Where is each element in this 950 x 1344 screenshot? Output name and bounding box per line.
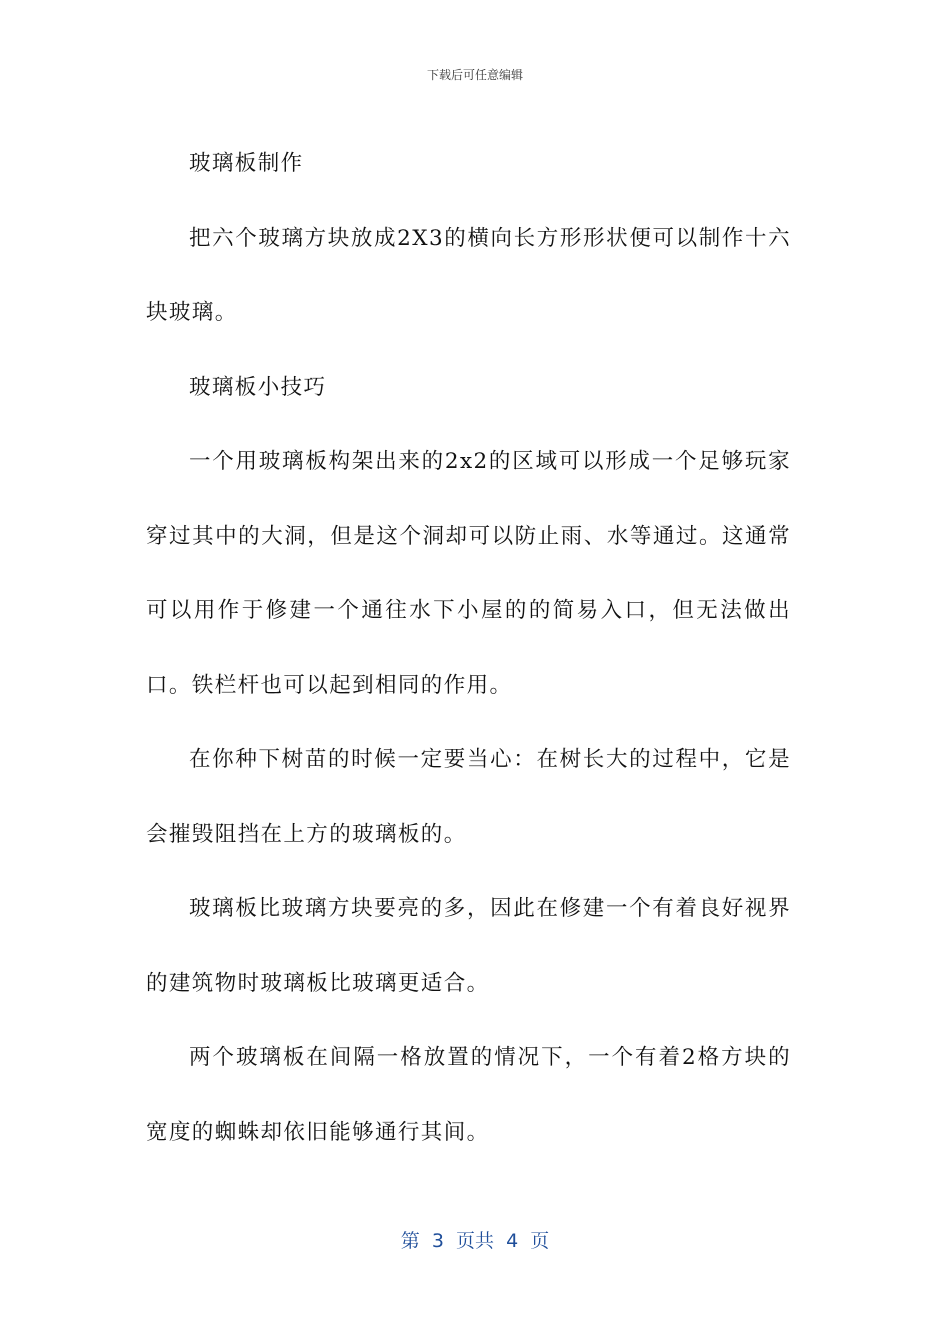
- paragraph-tip-spider: 两个玻璃板在间隔一格放置的情况下，一个有着2格方块的宽度的蜘蛛却依旧能够通行其间。: [146, 1045, 791, 1145]
- page-number-footer: 第 3 页共 4 页: [400, 1230, 550, 1252]
- paragraph-tip-brightness: 玻璃板比玻璃方块要亮的多，因此在修建一个有着良好视界的建筑物时玻璃板比玻璃更适合。: [146, 896, 791, 996]
- paragraph-tip-sapling: 在你种下树苗的时候一定要当心：在树长大的过程中，它是会摧毁阻挡在上方的玻璃板的。: [146, 747, 791, 847]
- page-header: 下载后可任意编辑: [426, 68, 523, 82]
- paragraph-tip-2x2-hole: 一个用玻璃板构架出来的2x2的区域可以形成一个足够玩家穿过其中的大洞，但是这个洞却可以防止雨、水等通过。这通常可以用作于修建一个通往水下小屋的的简易入口，但无法做出口。铁栏杆也可以起到相同的作用。: [146, 449, 791, 698]
- section-heading-glass-pane-crafting: 玻璃板制作: [189, 151, 304, 176]
- paragraph-crafting-recipe: 把六个玻璃方块放成2X3的横向长方形形状便可以制作十六块玻璃。: [146, 225, 791, 325]
- section-heading-glass-pane-tips: 玻璃板小技巧: [189, 374, 327, 400]
- document-body: [146, 127, 791, 1170]
